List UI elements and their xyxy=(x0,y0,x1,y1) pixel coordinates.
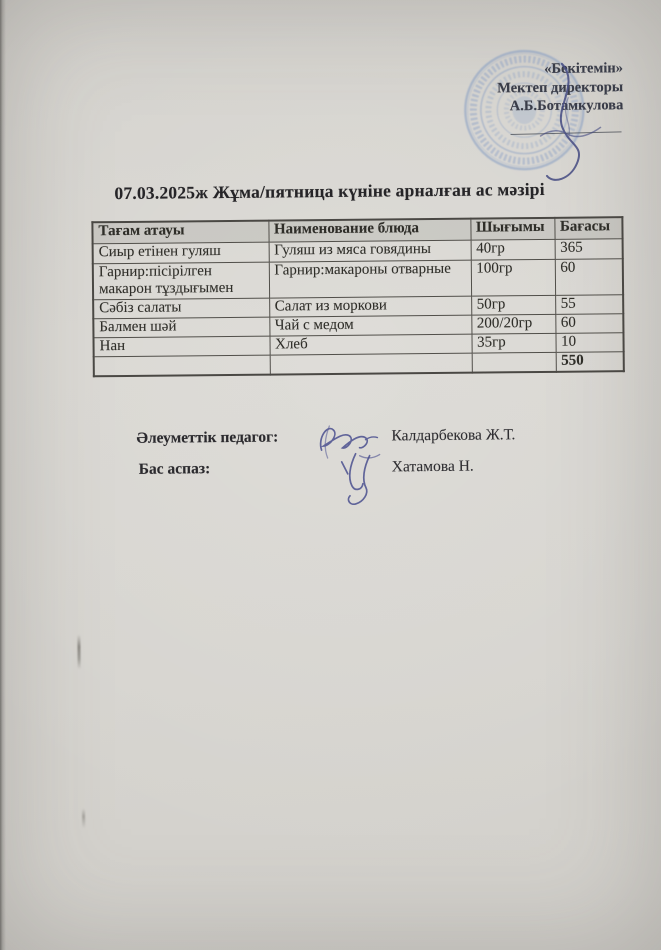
column-header-dish-kk: Тағам атауы xyxy=(92,221,268,244)
column-header-dish-ru: Наименование блюда xyxy=(268,219,470,242)
director-signature xyxy=(510,57,621,190)
table-cell: Чай с медом xyxy=(269,315,471,336)
column-header-portion: Шығымы xyxy=(470,218,554,240)
table-cell: Гарнир:макароны отварные xyxy=(269,260,471,298)
menu-table xyxy=(91,216,624,377)
table-cell: Салат из моркови xyxy=(269,296,471,317)
document-title: 07.03.2025ж Жұма/пятница күніне арналған ас мәзірі xyxy=(114,178,545,204)
table-cell: Сиыр етінен гуляш xyxy=(93,242,269,264)
table-cell: 60 xyxy=(555,313,623,333)
table-total-row xyxy=(94,351,624,376)
table-cell: Гуляш из мяса говядины xyxy=(269,240,471,262)
table-cell: 365 xyxy=(555,238,623,259)
table-cell xyxy=(270,353,472,375)
table-cell: Сәбіз салаты xyxy=(93,298,269,319)
signatory-role-head-cook: Бас аспаз: xyxy=(138,460,211,478)
table-cell xyxy=(472,352,556,373)
table-cell: 60 xyxy=(555,258,623,295)
table-cell: 55 xyxy=(555,294,623,314)
approval-quote: «Бекітемін» xyxy=(544,60,624,77)
table-cell: 100гр xyxy=(471,259,555,296)
table-cell: 50гр xyxy=(471,295,555,315)
signatory-name-social-pedagog: Калдарбекова Ж.Т. xyxy=(391,426,516,445)
pen-mark xyxy=(77,634,80,669)
table-cell: 40гр xyxy=(471,239,555,260)
table-cell xyxy=(94,355,270,377)
signatory-name-head-cook: Хатамова Н. xyxy=(391,457,474,476)
approval-name: А.Б.Ботамкулова xyxy=(509,97,624,115)
signatory-role-social-pedagog: Әлеуметтік педагог: xyxy=(136,428,279,447)
pen-mark xyxy=(82,808,85,828)
table-cell: Нан xyxy=(93,336,269,357)
table-cell: Гарнир:пісірілген макарон тұздығымен xyxy=(93,262,269,300)
table-cell: Балмен шәй xyxy=(93,317,269,338)
table-cell: 200/20гр xyxy=(471,314,555,334)
table-cell: 35гр xyxy=(471,333,555,353)
column-header-price: Бағасы xyxy=(554,217,622,239)
head-cook-signature xyxy=(330,447,385,510)
approval-role: Мектеп директоры xyxy=(497,78,624,96)
table-row xyxy=(93,258,623,299)
total-price-cell: 550 xyxy=(556,351,624,372)
table-cell: 10 xyxy=(555,332,623,352)
table-cell: Хлеб xyxy=(269,334,471,355)
